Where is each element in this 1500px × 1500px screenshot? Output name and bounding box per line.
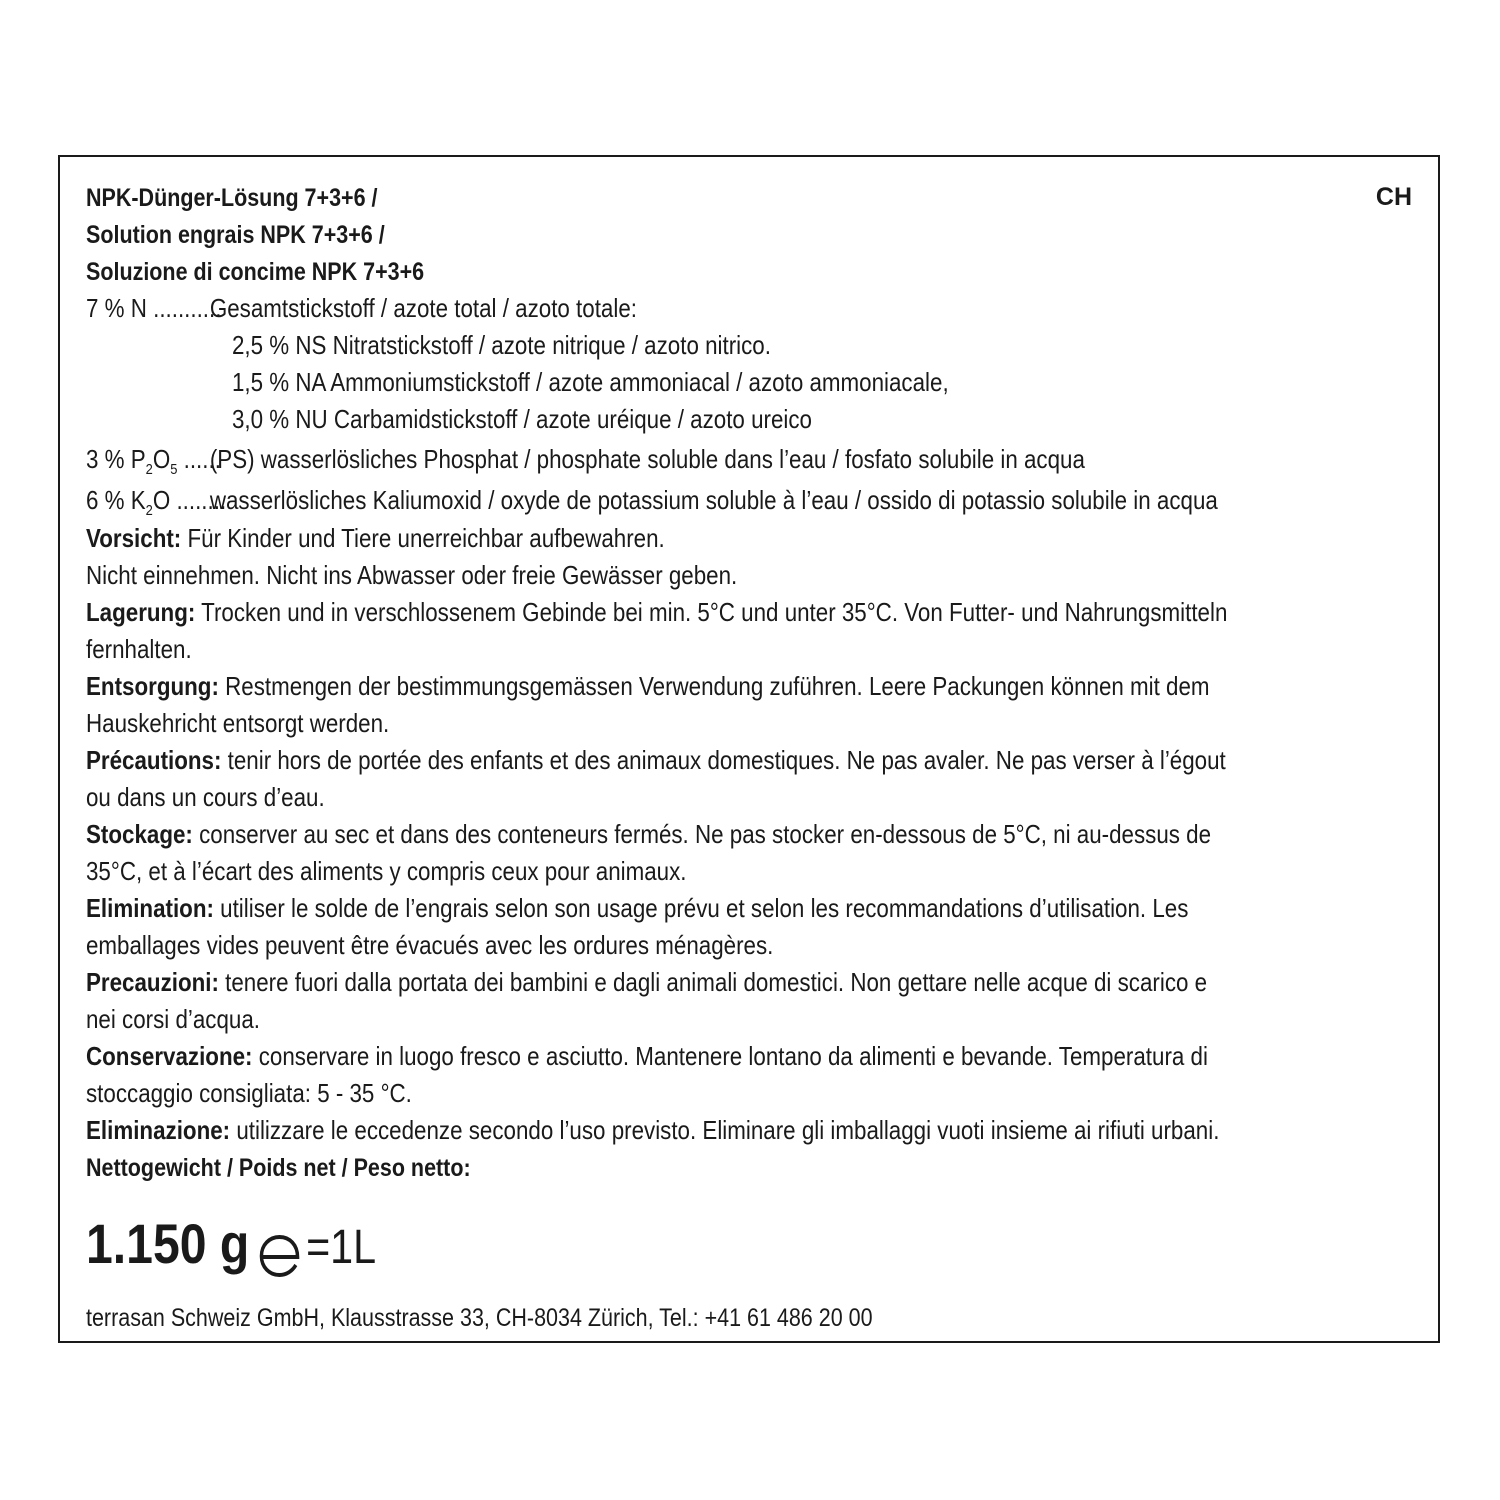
product-title-fr: Solution engrais NPK 7+3+6 / (86, 221, 385, 249)
nitrogen-composition (86, 290, 637, 327)
phosphate-subscript-1: 2 (145, 461, 153, 478)
section-text: utilizzare le eccedenze secondo l’uso previsto. Eliminare gli imballaggi vuoti insieme ai rifiuti urbani. (230, 1115, 1220, 1145)
section-conservazione-cont (86, 1075, 1412, 1112)
net-volume: =1L (306, 1221, 377, 1274)
net-weight-value: 1.150 g (86, 1212, 250, 1275)
section-text: utiliser le solde de l’engrais selon son usage prévu et selon les recommandations d’utilisation. Les (213, 893, 1189, 923)
carbamide-row (86, 401, 1412, 438)
section-precautions-cont (86, 779, 1412, 816)
phosphate-text: (PS) wasserlösliches Phosphat / phosphate soluble dans l’eau / fosfato solubile in acqua (209, 444, 1085, 474)
section-label: Stockage: (86, 819, 193, 849)
potassium-lead-text: 6 % K (86, 485, 146, 515)
title-line-2 (86, 216, 1412, 253)
section-line (86, 890, 1188, 927)
section-line (86, 1112, 1219, 1149)
net-weight-row (86, 1204, 1412, 1284)
potassium-text: wasserlösliches Kaliumoxid / oxyde de potassium soluble à l’eau / ossido di potassio solubile in acqua (209, 485, 1218, 515)
title-line-1 (86, 179, 1412, 216)
net-weight-label-row (86, 1149, 1412, 1186)
potassium-lead (86, 480, 227, 520)
section-text: tenere fuori dalla portata dei bambini e dagli animali domestici. Non gettare nelle acque di scarico e (218, 967, 1208, 997)
section-label: Vorsicht: (86, 523, 182, 553)
section-line (86, 520, 665, 557)
nitrate-row (86, 327, 1412, 364)
company-address: terrasan Schweiz GmbH, Klausstrasse 33, CH-8034 Zürich, Tel.: +41 61 486 20 00 (86, 1304, 873, 1332)
section-label: Lagerung: (86, 597, 196, 627)
phosphate-oxygen: O (152, 444, 171, 474)
phosphate-dots: ...... (177, 444, 221, 474)
section-line (86, 964, 1207, 1001)
carbamide-text: 3,0 % NU Carbamidstickstoff / azote uréique / azoto ureico (232, 404, 812, 434)
section-text: conservare in luogo fresco e asciutto. Mantenere lontano da alimenti e bevande. Temperatura di (252, 1041, 1208, 1071)
nitrogen-text: Gesamtstickstoff / azote total / azoto totale: (209, 293, 637, 323)
potassium-row (86, 480, 1412, 520)
section-text: stoccaggio consigliata: 5 - 35 °C. (86, 1078, 412, 1108)
section-precautions (86, 742, 1412, 779)
section-text: nei corsi d’acqua. (86, 1004, 261, 1034)
phosphate-row (86, 438, 1412, 480)
section-label: Eliminazione: (86, 1115, 231, 1145)
company-address-row (86, 1298, 1412, 1338)
phosphate-subscript-2: 5 (170, 461, 178, 478)
section-stockage (86, 816, 1412, 853)
nitrogen-lead: 7 % N ........... (86, 293, 222, 323)
phosphate-lead (86, 438, 221, 480)
section-lagerung (86, 594, 1412, 631)
section-label: Entsorgung: (86, 671, 219, 701)
title-line-3 (86, 253, 1412, 290)
nitrogen-row (86, 290, 1412, 327)
phosphate-composition (86, 438, 1085, 480)
e-mark-icon (258, 1233, 301, 1284)
ammonium-text: 1,5 % NA Ammoniumstickstoff / azote ammoniacal / azoto ammoniacale, (232, 367, 949, 397)
section-line (86, 1038, 1208, 1075)
product-title-de: NPK-Dünger-Lösung 7+3+6 / (86, 184, 378, 212)
potassium-dots: ........ (170, 485, 227, 515)
section-elimination (86, 890, 1412, 927)
section-text: Trocken und in verschlossenem Gebinde bei min. 5°C und unter 35°C. Von Futter- und Nahrungsmitteln (195, 597, 1228, 627)
section-vorsicht (86, 520, 1412, 557)
section-line (86, 816, 1211, 853)
section-line (86, 668, 1210, 705)
potassium-subscript: 2 (145, 502, 153, 519)
section-text: Hauskehricht entsorgt werden. (86, 708, 390, 738)
section-label: Precauzioni: (86, 967, 219, 997)
section-text: Restmengen der bestimmungsgemässen Verwendung zuführen. Leere Packungen können mit dem (218, 671, 1210, 701)
section-entsorgung-cont (86, 705, 1412, 742)
section-stockage-cont (86, 853, 1412, 890)
product-label (58, 155, 1440, 1343)
section-label: Précautions: (86, 745, 222, 775)
section-text: conserver au sec et dans des conteneurs fermés. Ne pas stocker en-dessous de 5°C, ni au-dessus de (192, 819, 1212, 849)
label-content (86, 179, 1412, 1338)
section-text: tenir hors de portée des enfants et des animaux domestiques. Ne pas avaler. Ne pas verser à l’égout (221, 745, 1226, 775)
section-eliminazione (86, 1112, 1412, 1149)
section-label: Conservazione: (86, 1041, 253, 1071)
ammonium-row (86, 364, 1412, 401)
section-text: Nicht einnehmen. Nicht ins Abwasser oder freie Gewässer geben. (86, 560, 738, 590)
section-lagerung-cont (86, 631, 1412, 668)
section-text: emballages vides peuvent être évacués avec les ordures ménagères. (86, 930, 774, 960)
section-text: 35°C, et à l’écart des aliments y compris ceux pour animaux. (86, 856, 687, 886)
section-text: Für Kinder und Tiere unerreichbar aufbewahren. (181, 523, 665, 553)
nitrate-text: 2,5 % NS Nitratstickstoff / azote nitrique / azoto nitrico. (232, 330, 771, 360)
section-precauzioni-cont (86, 1001, 1412, 1038)
section-entsorgung (86, 668, 1412, 705)
section-precauzioni (86, 964, 1412, 1001)
net-weight-line (86, 1204, 376, 1288)
section-line (86, 742, 1226, 779)
section-line (86, 594, 1227, 631)
product-title-it: Soluzione di concime NPK 7+3+6 (86, 258, 425, 286)
phosphate-lead-text: 3 % P (86, 444, 146, 474)
net-weight-label: Nettogewicht / Poids net / Peso netto: (86, 1154, 471, 1182)
section-text: ou dans un cours d’eau. (86, 782, 325, 812)
section-conservazione (86, 1038, 1412, 1075)
country-code: CH (1375, 183, 1412, 211)
potassium-composition (86, 480, 1218, 520)
section-elimination-cont (86, 927, 1412, 964)
section-text: fernhalten. (86, 634, 192, 664)
potassium-oxygen: O (152, 485, 171, 515)
section-label: Elimination: (86, 893, 214, 923)
section-vorsicht-cont (86, 557, 1412, 594)
